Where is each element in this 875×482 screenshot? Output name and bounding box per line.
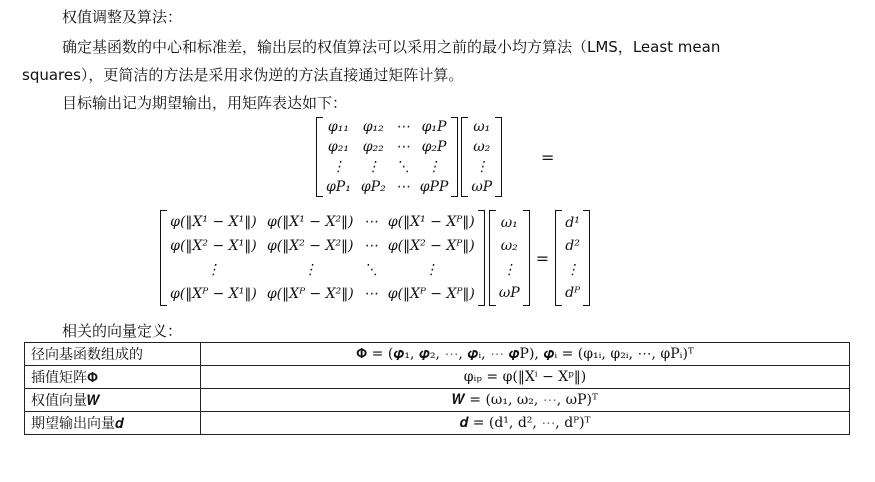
table-cell-label bbox=[25, 343, 201, 366]
d-cell: d² bbox=[565, 238, 580, 255]
matrix-cell: ⋮ bbox=[366, 158, 381, 175]
label-line: 径向基函数组成的 bbox=[31, 347, 143, 363]
matrix-cell: φ(‖Xᴾ − X²‖) bbox=[266, 286, 354, 303]
matrix-cell: φ(‖X¹ − X¹‖) bbox=[170, 213, 257, 230]
label: 期望输出向量𝒅 bbox=[31, 416, 124, 432]
paragraph-line: 相关的向量定义： bbox=[62, 322, 183, 340]
matrix-cell: ⋯ bbox=[363, 213, 378, 230]
formula: 𝒅 = (d¹, d², ⋯, dᴾ)ᵀ bbox=[459, 415, 591, 431]
matrix-cell: ⋱ bbox=[395, 158, 410, 175]
omega-cell: ω₂ bbox=[473, 139, 491, 156]
table-row bbox=[25, 412, 850, 435]
omega-cell: ω₁ bbox=[500, 214, 518, 231]
matrix-cell: ⋯ bbox=[395, 139, 410, 156]
matrix-cell: ⋮ bbox=[427, 158, 442, 175]
omega-cell: ωP bbox=[471, 178, 493, 195]
matrix-cell: φ(‖X¹ − X²‖) bbox=[267, 213, 354, 230]
equals-sign: = bbox=[541, 148, 555, 167]
formula: 𝑾 = (ω₁, ω₂, ⋯, ωP)ᵀ bbox=[452, 392, 598, 408]
table-cell-formula bbox=[201, 366, 850, 389]
matrix-cell: ⋮ bbox=[303, 262, 318, 279]
paragraph-line: squares），更简洁的方法是采用求伪逆的方法直接通过矩阵计算。 bbox=[22, 66, 464, 84]
formula: φᵢₚ = φ(‖Xⁱ − Xᵖ‖) bbox=[463, 369, 587, 385]
table-cell-formula bbox=[201, 343, 850, 366]
matrix-cell: φ(‖X² − Xᴾ‖) bbox=[387, 237, 475, 254]
omega-cell: ⋮ bbox=[502, 261, 517, 278]
omega-cell: ⋮ bbox=[474, 158, 489, 175]
matrix-cell: ⋯ bbox=[363, 286, 378, 303]
matrix-cell: ⋮ bbox=[206, 262, 221, 279]
table-cell-label bbox=[25, 389, 201, 412]
equals-sign: = bbox=[535, 248, 550, 268]
matrix-cell: φPP bbox=[419, 178, 449, 195]
table-cell-formula bbox=[201, 389, 850, 412]
phi-matrix bbox=[316, 117, 502, 197]
d-cell: dᴾ bbox=[565, 285, 581, 302]
matrix-cell: ⋮ bbox=[331, 158, 346, 175]
table-row bbox=[25, 343, 850, 366]
matrix-cell: φ(‖Xᴾ − X¹‖) bbox=[170, 286, 257, 303]
rbf-matrix bbox=[160, 210, 590, 306]
table-cell-formula bbox=[201, 412, 850, 435]
vector-definitions-table bbox=[24, 342, 850, 435]
formula: 𝚽 = (𝝋₁, 𝝋₂, ⋯, 𝝋ᵢ, ⋯ 𝝋P), 𝝋ᵢ = (φ₁ᵢ, φ₂ᵢ, ⋯, φPᵢ)ᵀ bbox=[356, 346, 694, 362]
omega-cell: ω₂ bbox=[500, 238, 518, 255]
matrix-cell: φ(‖Xᴾ − Xᴾ‖) bbox=[387, 286, 475, 303]
paragraph-line: 确定基函数的中心和标准差，输出层的权值算法可以采用之前的最小均方算法（LMS，Least mean bbox=[62, 38, 721, 56]
matrix-cell: φP₂ bbox=[360, 178, 386, 195]
table-row bbox=[25, 366, 850, 389]
table-cell-label bbox=[25, 366, 201, 389]
matrix-cell: φ(‖X¹ − Xᴾ‖) bbox=[387, 213, 475, 230]
matrix-cell: φ₁₂ bbox=[362, 119, 384, 136]
label-line: 插值矩阵𝚽 bbox=[31, 370, 99, 386]
table-row bbox=[25, 389, 850, 412]
label: 权值向量𝑾 bbox=[31, 393, 100, 409]
matrix-cell: ⋯ bbox=[395, 178, 410, 195]
d-cell: ⋮ bbox=[565, 261, 580, 278]
matrix-cell: φP₁ bbox=[326, 178, 351, 195]
matrix-cell: ⋮ bbox=[424, 262, 439, 279]
omega-cell: ωP bbox=[498, 285, 520, 302]
paragraph-line: 目标输出记为期望输出，用矩阵表达如下： bbox=[62, 94, 348, 112]
matrix-cell: φ₁P bbox=[421, 119, 447, 136]
omega-cell: ω₁ bbox=[473, 119, 491, 136]
matrix-cell: φ₁₁ bbox=[327, 119, 349, 136]
matrix-cell: φ(‖X² − X¹‖) bbox=[170, 237, 257, 254]
matrix-cell: ⋯ bbox=[395, 119, 410, 136]
matrix-cell: φ₂₁ bbox=[327, 139, 349, 156]
matrix-cell: ⋱ bbox=[363, 262, 378, 279]
matrix-cell: φ₂P bbox=[421, 139, 447, 156]
table-cell-label bbox=[25, 412, 201, 435]
section-heading: 权值调整及算法： bbox=[62, 8, 183, 26]
d-cell: d¹ bbox=[565, 214, 580, 231]
matrix-cell: φ(‖X² − X²‖) bbox=[267, 237, 354, 254]
matrix-cell: φ₂₂ bbox=[362, 139, 384, 156]
matrix-cell: ⋯ bbox=[363, 237, 378, 254]
